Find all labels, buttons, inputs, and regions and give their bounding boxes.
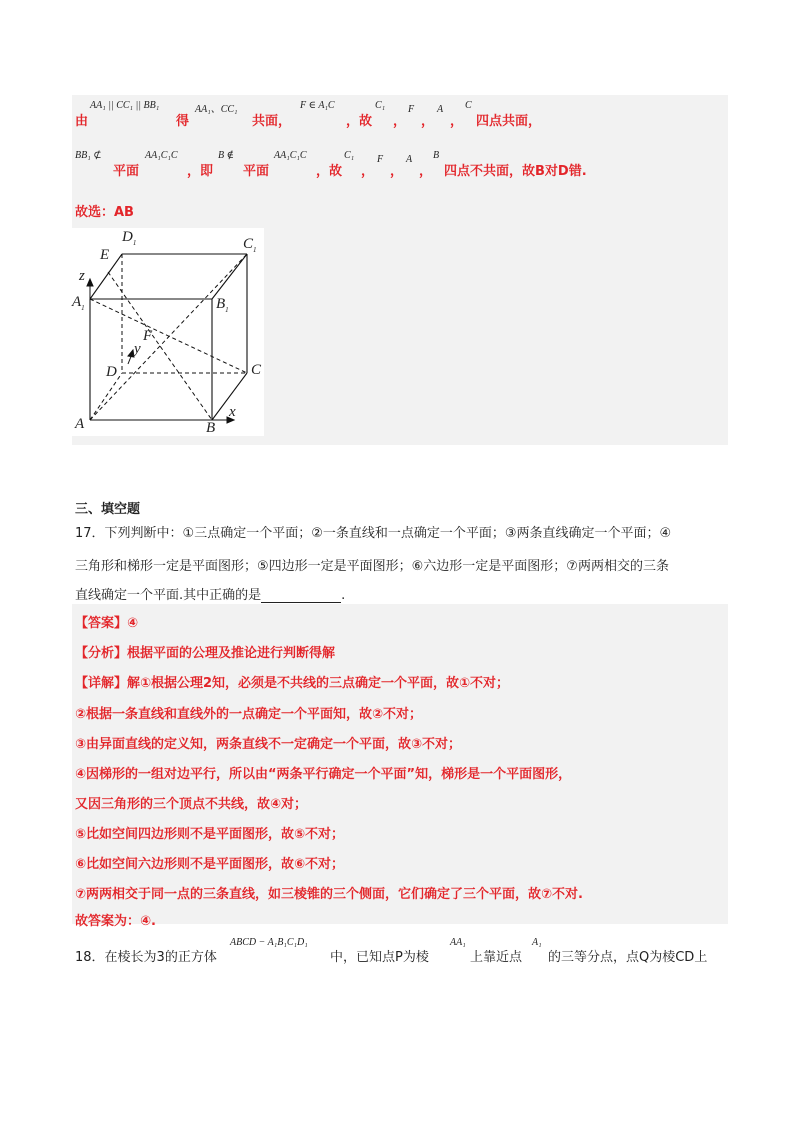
cube-figure (72, 228, 264, 436)
math-b-notin: B ∉ (218, 150, 235, 161)
label-b1: $B_1$ (216, 296, 229, 314)
text-pingmian: 平面 (243, 164, 270, 179)
text-pingmian: 平面 (113, 164, 140, 179)
detail-item-3: ③由异面直线的定义知，两条直线不一定确定一个平面，故③不对； (75, 737, 462, 752)
label-a: A (75, 416, 85, 432)
answer-line: 【答案】④ (75, 616, 139, 631)
section-heading: 三、填空题 (75, 502, 141, 517)
label-y: y (134, 341, 141, 357)
math-bb1-notsubset: BB₁ ⊄ (75, 150, 102, 161)
text-you: 由 (75, 114, 89, 129)
q17-line3-text: 直线确定一个平面.其中正确的是 (75, 588, 262, 603)
text-gongmian: 共面， (252, 114, 292, 129)
q17-line2: 三角形和梯形一定是平面图形；⑤四边形一定是平面图形；⑥六边形一定是平面图形；⑦两两相交的三条 (75, 559, 669, 574)
math-parallel: AA₁ || CC₁ || BB₁ (90, 100, 160, 111)
label-e: E (100, 247, 110, 263)
math-c1: C₁ (344, 150, 355, 161)
text-gu: ，故 (346, 114, 373, 129)
final-answer: 故答案为：④. (75, 914, 156, 929)
text-comma: ， (419, 164, 433, 179)
detail-item-7: ⑦两两相交于同一点的三条直线，如三棱锥的三个侧面，它们确定了三个平面，故⑦不对. (75, 887, 583, 902)
label-f: F (143, 328, 153, 344)
text-ji: ，即 (187, 164, 214, 179)
q18-suffix: 的三等分点，点Q为棱CD上 (548, 950, 708, 965)
label-x: x (229, 404, 236, 420)
math-f-in-a1c: F ∈ A₁C (300, 100, 335, 111)
math-a: A (406, 154, 413, 165)
label-c1: $C_1$ (243, 236, 257, 254)
text-gu: ，故 (316, 164, 343, 179)
text-conclusion: 四点不共面，故B对D错. (444, 164, 587, 179)
math-f: F (408, 104, 415, 115)
detail-item-2: ②根据一条直线和直线外的一点确定一个平面知，故②不对； (75, 707, 423, 722)
math-f: F (377, 154, 384, 165)
detail-item-5: ⑤比如空间四边形则不是平面图形，故⑤不对； (75, 827, 345, 842)
label-z: z (79, 268, 85, 284)
math-b: B (433, 150, 440, 161)
math-aa1c1c: AA₁C₁C (145, 150, 178, 161)
text-comma: ， (390, 164, 404, 179)
text-four-points-coplanar: 四点共面， (476, 114, 542, 129)
text-comma: ， (450, 114, 464, 129)
label-b: B (206, 420, 216, 436)
math-c: C (465, 100, 472, 111)
text-de: 得 (176, 114, 190, 129)
label-c: C (251, 362, 262, 378)
detail-item-6: ⑥比如空间六边形则不是平面图形，故⑥不对； (75, 857, 345, 872)
text-comma: ， (421, 114, 435, 129)
math-a1: A₁ (532, 937, 542, 948)
q18-prefix: 18．在棱长为3的正方体 (75, 950, 217, 965)
detail-item-4: ④因梯形的一组对边平行，所以由“两条平行确定一个平面”知，梯形是一个平面图形， (75, 767, 572, 782)
math-aa1: AA₁ (450, 937, 466, 948)
math-aa1-cc1: AA₁、CC₁ (195, 104, 238, 115)
label-a1: $A_1$ (72, 294, 85, 312)
detail-item-4b: 又因三角形的三个顶点不共线，故④对； (75, 797, 308, 812)
label-d: D (106, 364, 117, 380)
math-aa1c1c: AA₁C₁C (274, 150, 307, 161)
analysis-line: 【分析】根据平面的公理及推论进行判断得解 (75, 646, 336, 661)
answer-blank (261, 590, 341, 603)
math-c1: C₁ (375, 100, 386, 111)
q17-line1: 17．下列判断中：①三点确定一个平面；②一条直线和一点确定一个平面；③两条直线确定一个平面；④ (75, 526, 672, 541)
math-a: A (437, 104, 444, 115)
detail-line: 【详解】解①根据公理2知，必须是不共线的三点确定一个平面，故①不对； (75, 676, 510, 691)
text-comma: ， (393, 114, 407, 129)
q18-mid2: 上靠近点 (470, 950, 523, 965)
label-d1: $D_1$ (122, 229, 137, 247)
text-choice: 故选：AB (75, 205, 134, 220)
q18-mid1: 中，已知点P为棱 (330, 950, 429, 965)
math-cube: ABCD − A₁B₁C₁D₁ (230, 937, 308, 948)
q17-line3-end: . (341, 588, 346, 603)
text-comma: ， (361, 164, 375, 179)
q17-line3 (75, 584, 345, 603)
